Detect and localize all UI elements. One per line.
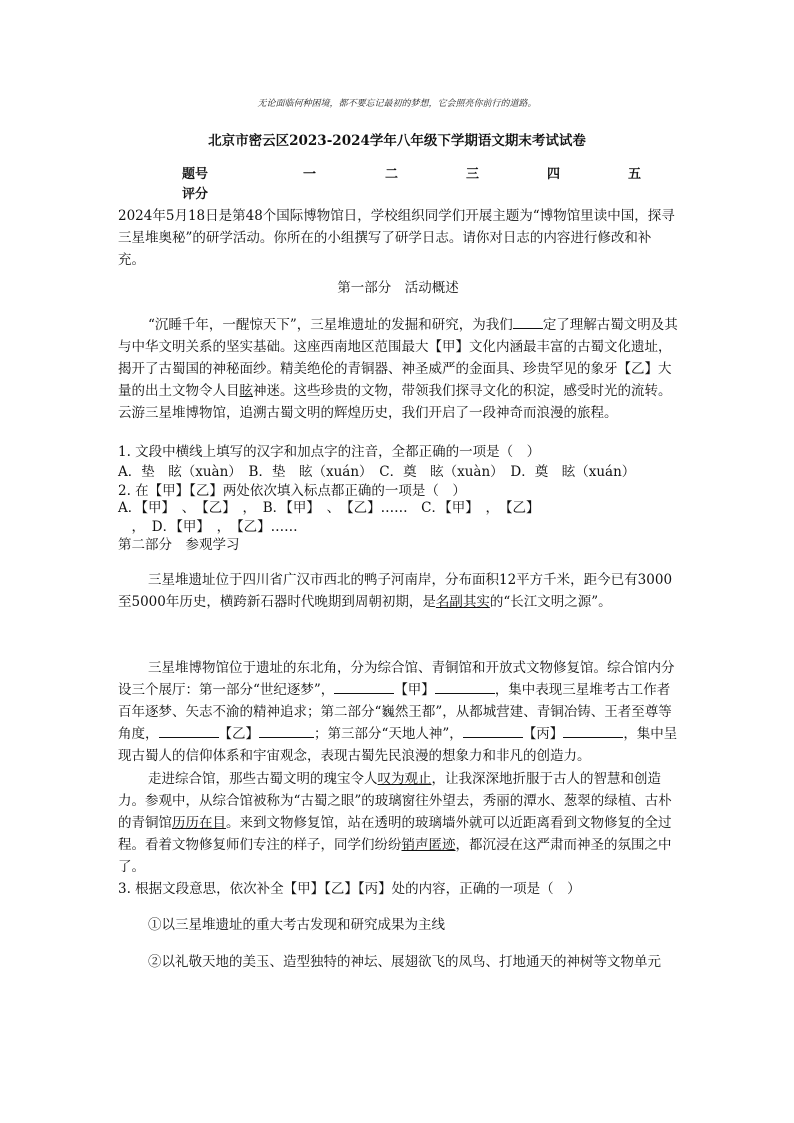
score-table-score-row xyxy=(180,183,660,205)
part1-text-d: 神迷。这些珍贵的文物，带领我们探寻文化的积淀，感受时光的流转。云游三星堆博物馆，追溯古蜀文明的辉煌历史，我们开启了一段神奇而浪漫的旅程。 xyxy=(118,383,672,421)
blank-bing-label: 【丙】 xyxy=(522,726,564,742)
blank-jia-tail[interactable] xyxy=(435,679,495,694)
underlined-idiom-2: 历历在目 xyxy=(172,815,226,831)
column-2: 二 xyxy=(385,167,399,182)
column-4: 四 xyxy=(547,167,561,182)
blank-bing-lead[interactable] xyxy=(463,723,523,738)
intro-paragraph: 2024年5月18日是第48个国际博物馆日，学校组织同学们开展主题为“博物馆里读中国，探寻三星堆奥秘”的研学活动。你所在的小组撰写了研学日志。请你对日志的内容进行修改和补充。 xyxy=(118,208,675,268)
question-1-stem: 1. 文段中横线上填写的汉字和加点字的注音，全都正确的一项是（ ） xyxy=(118,444,541,460)
underlined-idiom: 名副其实 xyxy=(435,594,490,610)
p3-text-c: 。来到文物修复馆，站在透明的玻璃墙外就可以近距离看到文物修复的全过程。看着文物修复师们专注的样子，同学们纷纷 xyxy=(118,815,672,853)
p2-text-c: ；第三部分“天地人神”， xyxy=(314,726,463,742)
question-2-options-line2: ， D．【甲】 ， 【乙】…… xyxy=(118,519,298,535)
score-table xyxy=(180,163,660,205)
blank-jia-label: 【甲】 xyxy=(394,682,435,698)
score-table-header-row xyxy=(180,163,660,185)
p2-text-a: 三星堆博物馆位于遗址的东北角，分为综合馆、青铜馆和开放式文物修复馆。综合馆内分设三个展厅：第一部分“世纪逐梦”， xyxy=(118,660,675,698)
part2-paragraph-2 xyxy=(118,657,678,767)
p1-text-a: 三星堆遗址位于四川省广汉市西北的鸭子河南岸，分布面积12平方千米，距今已有3000至5000年历史，横跨新石器时代晚期到周朝初期，是 xyxy=(118,572,673,610)
p1-text-b: 的“长江文明之源”。 xyxy=(489,594,612,610)
part1-paragraph xyxy=(118,314,678,424)
page-title: 北京市密云区2023-2024学年八年级下学期语文期末考试试卷 xyxy=(208,133,586,149)
score-label: 评分 xyxy=(182,187,209,202)
question-2-options-line1: A．【甲】 、 【乙】 ， B．【甲】 、 【乙】…… C．【甲】 ， 【乙】 xyxy=(118,500,540,516)
part2-paragraph-1 xyxy=(118,569,678,613)
column-3: 三 xyxy=(466,167,480,182)
column-5: 五 xyxy=(628,167,642,182)
underlined-idiom-3: 销声匿迹 xyxy=(401,837,456,853)
part1-text-a: “沉睡千年，一醒惊天下”，三星堆遗址的发掘和研究，为我们 xyxy=(148,317,513,333)
blank-yi-lead[interactable] xyxy=(159,723,219,738)
question-3-stem: 3. 根据文段意思，依次补全【甲】【乙】【丙】处的内容，正确的一项是（ ） xyxy=(118,881,581,897)
p3-text-b: ，让我深深地折服于古人的智慧和创造力。参观中，从综合馆被称为“古蜀之眼”的玻璃窗往外望去，秀丽的潭水、葱翠的绿植、古朴的青铜馆 xyxy=(118,771,672,831)
question-number-label: 题号 xyxy=(182,167,209,182)
blank-yi-tail[interactable] xyxy=(259,723,314,738)
question-2-stem: 2. 在【甲】【乙】两处依次填入标点都正确的一项是（ ） xyxy=(118,483,466,499)
p3-text-d: ，都沉浸在这严肃而神圣的氛围之中了。 xyxy=(118,837,672,875)
underlined-idiom-1: 叹为观止 xyxy=(377,771,432,787)
p3-text-a: 走进综合馆，那些古蜀文明的瑰宝令人 xyxy=(148,771,378,787)
question-3-option-2: ②以礼敬天地的美玉、造型独特的神坛、展翅欲飞的凤鸟、打地通天的神树等文物单元 xyxy=(148,954,661,970)
p2-text-b: ，集中表现三星堆考古工作者百年逐梦、矢志不渝的精神追求；第二部分“巍然王都”，从都城营建、青铜冶铸、王者至尊等角度， xyxy=(118,682,672,742)
motto: 无论面临何种困境，都不要忘记最初的梦想，它会照亮你前行的道路。 xyxy=(257,99,537,109)
blank-bing-tail[interactable] xyxy=(563,723,623,738)
question-1-options: A．垫 眩（xuàn） B．垫 眩（xuán） C．奠 眩（xuàn） D．奠 眩（xuán） xyxy=(118,464,636,480)
column-1: 一 xyxy=(303,167,317,182)
question-3-option-1: ①以三星堆遗址的重大考古发现和研究成果为主线 xyxy=(148,917,445,933)
part2-paragraph-3 xyxy=(118,768,678,878)
blank-jia-lead[interactable] xyxy=(334,679,394,694)
part2-heading: 第二部分 参观学习 xyxy=(118,537,240,553)
blank-yi-label: 【乙】 xyxy=(218,726,259,742)
part1-heading: 第一部分 活动概述 xyxy=(337,280,459,296)
p2-text-d: ，集中呈现古蜀人的信仰体系和宇宙观念，表现古蜀先民浪漫的想象力和非凡的创造力。 xyxy=(118,726,678,764)
dotted-character: 眩 xyxy=(239,383,253,399)
fill-blank[interactable] xyxy=(513,314,543,329)
part1-text-b: 定了理解古蜀文明及其与中华文明关系的坚实基础。这座西南地区范围最大【甲】文化内涵最丰富的古蜀文化遗址，揭开了古蜀国的神秘面纱。精美绝伦的青铜器、神圣威严的金面具、珍贵罕见的象牙【乙】大量的出土文物令人目 xyxy=(118,317,678,399)
